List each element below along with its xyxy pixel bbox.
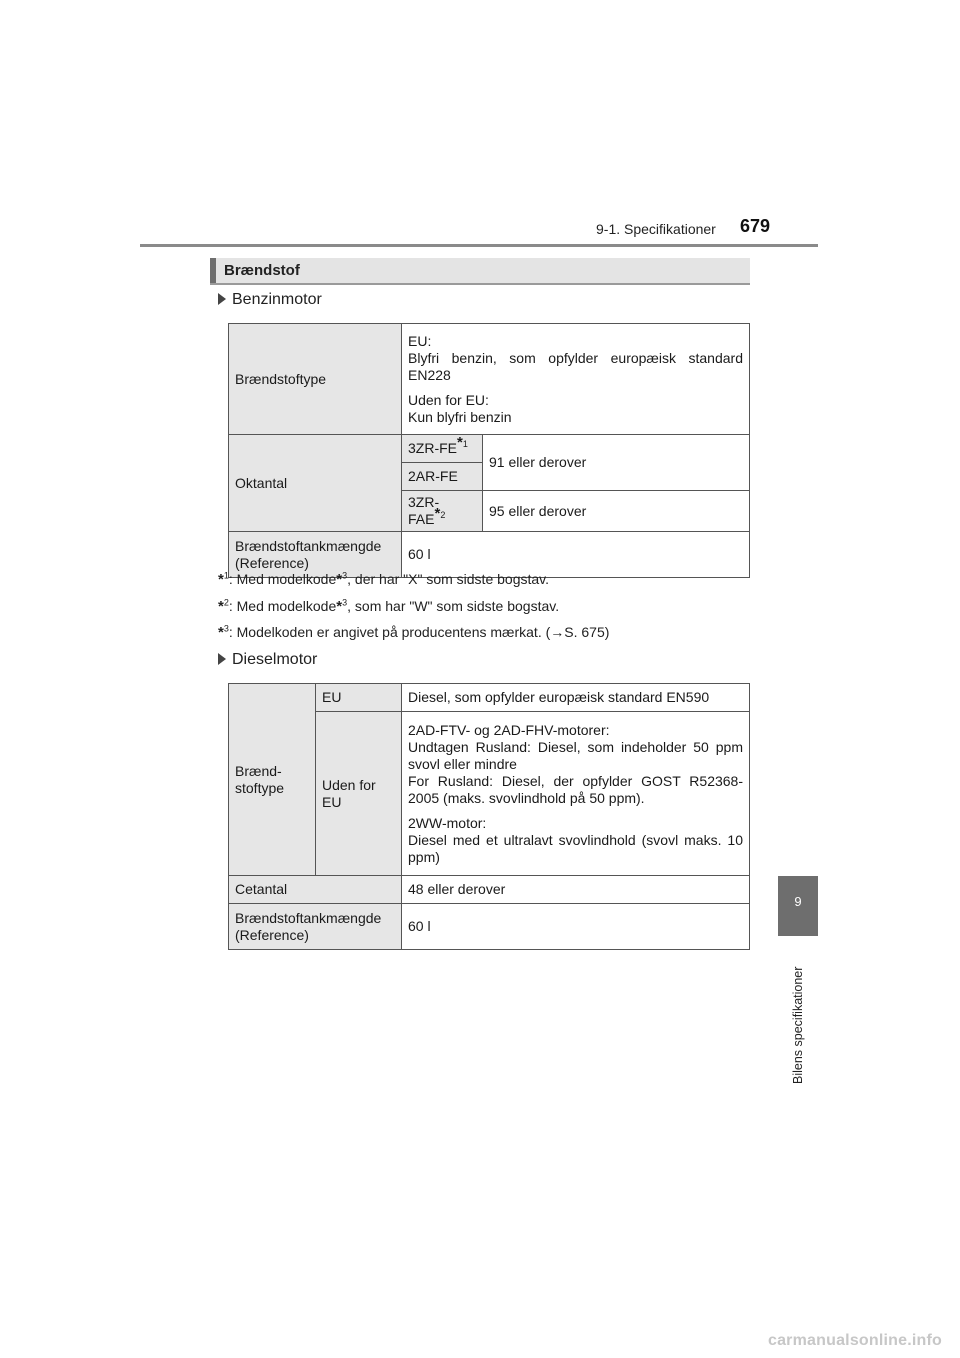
- noneu-engine-title: 2WW-motor:: [408, 814, 487, 831]
- triangle-bullet-icon: [218, 293, 226, 305]
- engine-code: [402, 491, 483, 532]
- footnote-ref-num: 1: [462, 439, 468, 450]
- fuel-type-label: Brændstoftype: [229, 324, 402, 435]
- table-row: [229, 904, 750, 950]
- noneu-value: [402, 712, 750, 876]
- noneu-label-line: Uden for: [322, 776, 376, 793]
- petrol-heading-text: Benzinmotor: [232, 291, 322, 308]
- fuel-type-eu-label: EU:: [408, 332, 432, 349]
- table-row: [229, 324, 750, 435]
- diesel-spec-table: [228, 683, 750, 950]
- noneu-engine-title: 2AD-FTV- og 2AD-FHV-motorer:: [408, 721, 610, 738]
- diesel-heading-text: Dieselmotor: [232, 651, 318, 668]
- chapter-label: [787, 944, 809, 1094]
- footnote-text: , der har "X" som sidste bogstav.: [347, 571, 550, 587]
- footnote-ref-num: 3: [342, 597, 348, 608]
- watermark: carmanualsonline.info: [767, 1332, 942, 1349]
- table-row: [229, 684, 750, 712]
- footnote-1: *$^1$: Med modelkode*$^3$, der har "X" som sidste bogstav.: [218, 570, 550, 588]
- footnote-num: 1: [223, 570, 229, 581]
- tank-capacity-label-line: Brændstoftankmængde: [235, 909, 382, 926]
- octane-value: 95 eller derover: [483, 491, 750, 532]
- table-row: [229, 876, 750, 904]
- page-reference-link[interactable]: →S. 675): [550, 624, 610, 640]
- engine-code-text: 3ZR-FE: [408, 440, 457, 456]
- section-heading-bar: [210, 258, 216, 283]
- footnote-ref-num: 2: [440, 510, 446, 521]
- chapter-tab[interactable]: 9: [778, 876, 818, 936]
- octane-value: 91 eller derover: [483, 435, 750, 491]
- page-number: 679: [740, 216, 771, 236]
- noneu-engine-text: For Rusland: Diesel, der opfylder GOST R52368-2005 (maks. svovlindhold på 50 ppm).: [408, 772, 743, 806]
- noneu-label-line: EU: [322, 793, 342, 810]
- eu-value: Diesel, som opfylder europæisk standard EN590: [402, 684, 750, 712]
- table-row: [229, 435, 750, 463]
- footnote-ref: *1: [457, 434, 468, 452]
- tank-capacity-value: 60 l: [402, 532, 750, 578]
- noneu-engine-text: Diesel med et ultralavt svovlindhold (svovl maks. 10 ppm): [408, 831, 743, 865]
- noneu-engine-text: Undtagen Rusland: Diesel, som indeholder 50 ppm svovl eller mindre: [408, 738, 743, 772]
- diesel-fuel-type-label: [229, 684, 316, 876]
- footnote-2: *$^2$: Med modelkode*$^3$, som har "W" som sidste bogstav.: [218, 597, 560, 615]
- footnote-text: : Med modelkode: [228, 598, 337, 614]
- petrol-heading: [218, 291, 322, 309]
- engine-code: [402, 435, 483, 463]
- cetane-value: 48 eller derover: [402, 876, 750, 904]
- footnote-num: 3: [223, 623, 229, 634]
- footnote-num: 2: [223, 597, 229, 608]
- engine-code-text: 3ZR-FAE: [408, 494, 440, 527]
- footnote-3: *$^3$: Modelkoden er angivet på producentens mærkat. (→S. 675): [218, 623, 610, 641]
- triangle-bullet-icon: [218, 653, 226, 665]
- diesel-fuel-type-label-line: stoftype: [235, 779, 285, 796]
- fuel-type-value: [402, 324, 750, 435]
- section-heading: [210, 258, 750, 285]
- fuel-type-eu-text: Blyfri benzin, som opfylder europæisk standard EN228: [408, 349, 743, 383]
- octane-label: Oktantal: [229, 435, 402, 532]
- header-divider: [140, 244, 818, 247]
- tank-capacity-value: 60 l: [402, 904, 750, 950]
- footnote-text: : Modelkoden er angivet på producentens mærkat. (: [228, 624, 551, 640]
- footnote-text: : Med modelkode: [228, 571, 337, 587]
- diesel-heading: [218, 651, 317, 669]
- footnote-ref-num: 3: [342, 570, 348, 581]
- tank-capacity-label-line: (Reference): [235, 554, 309, 571]
- tank-capacity-label-line: (Reference): [235, 926, 309, 943]
- cetane-label: Cetantal: [229, 876, 402, 904]
- fuel-type-noneu-text: Kun blyfri benzin: [408, 408, 512, 425]
- diesel-fuel-type-label-line: Brænd-: [235, 762, 282, 779]
- eu-label: EU: [316, 684, 402, 712]
- chapter-label-text: Bilens specifikationer: [791, 966, 805, 1084]
- footnote-ref: *2: [434, 505, 446, 523]
- tank-capacity-label-line: Brændstoftankmængde: [235, 537, 382, 554]
- section-breadcrumb: 9-1. Specifikationer: [596, 221, 716, 237]
- footnote-text: , som har "W" som sidste bogstav.: [347, 598, 560, 614]
- tank-capacity-label: [229, 904, 402, 950]
- engine-code: 2AR-FE: [402, 463, 483, 491]
- section-title: Brændstof: [224, 262, 300, 279]
- fuel-type-noneu-label: Uden for EU:: [408, 391, 489, 408]
- noneu-label: [316, 712, 402, 876]
